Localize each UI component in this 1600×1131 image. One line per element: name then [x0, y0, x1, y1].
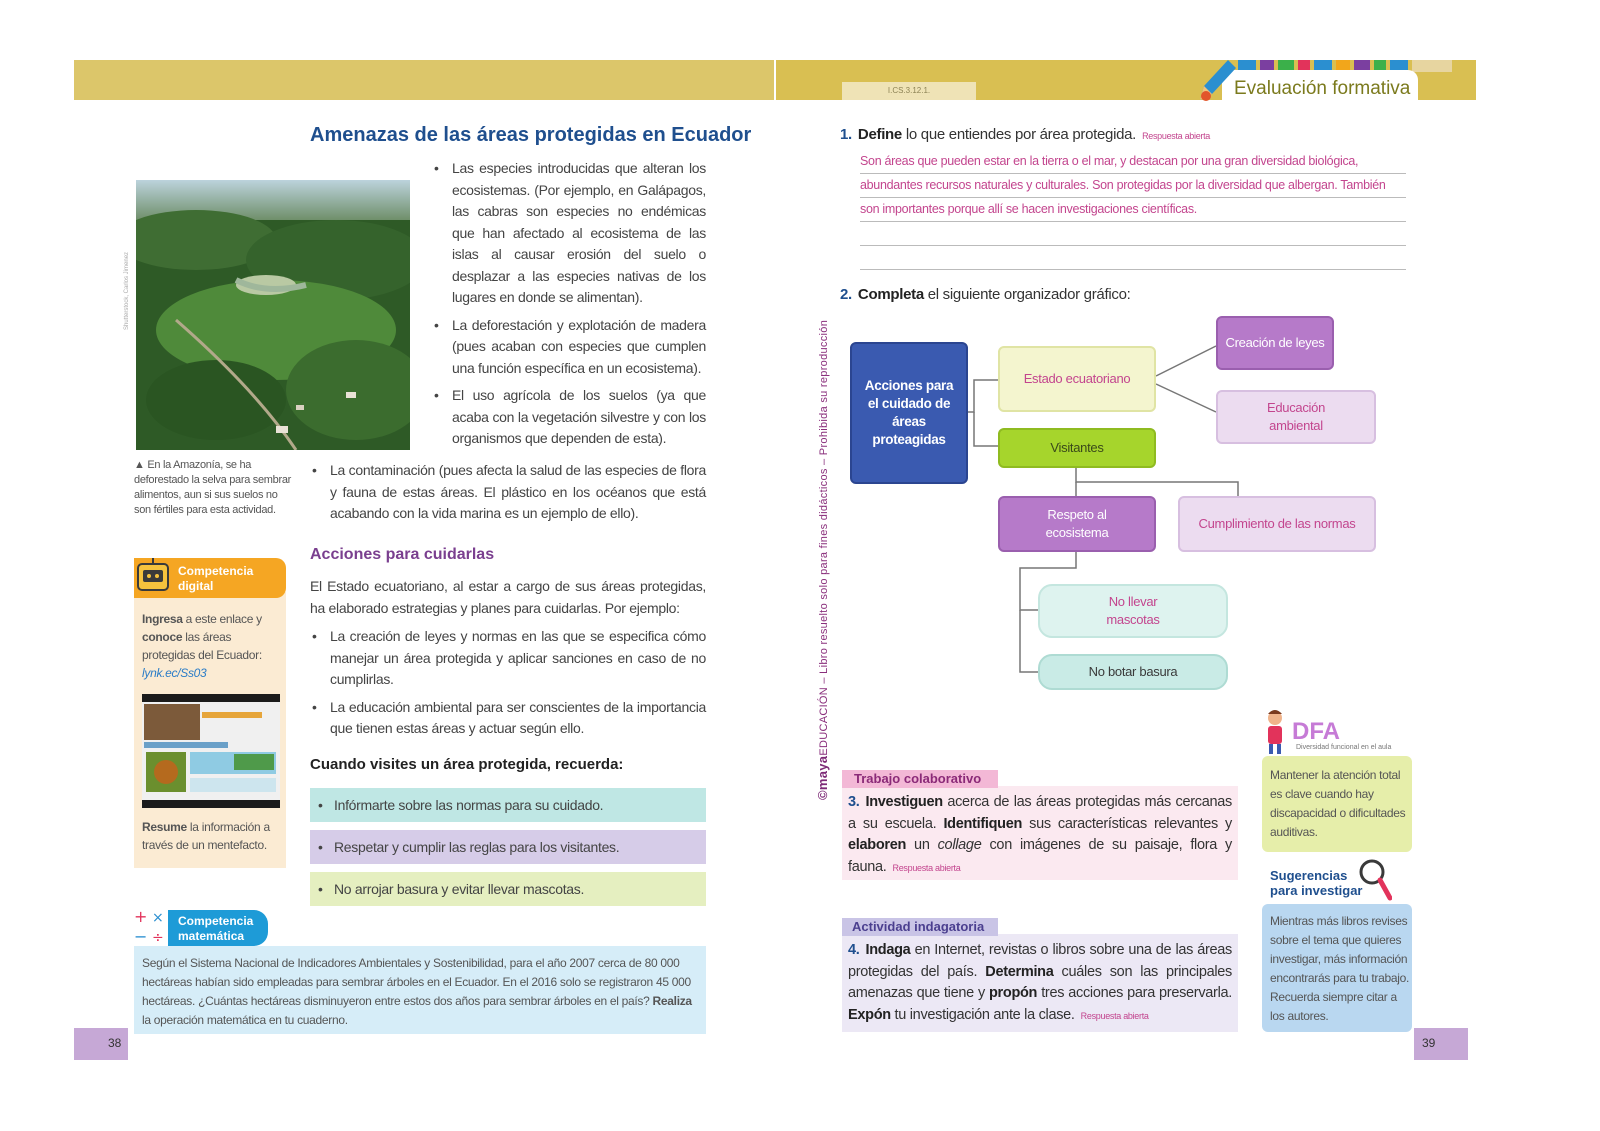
- node-label: Cumplimiento de las normas: [1198, 516, 1356, 531]
- organizer-node-respeto: [998, 496, 1156, 552]
- dfa-logo: DFA: [1292, 718, 1340, 745]
- question-3: [848, 792, 1232, 879]
- title-line: Competencia: [178, 914, 254, 928]
- question-text: acerca de las áreas protegidas más cercanas a su escuela.: [848, 794, 1232, 832]
- verb: Resume: [142, 820, 187, 834]
- organizer-node-basura: [1038, 654, 1228, 690]
- magnifier-icon: [1358, 858, 1392, 902]
- title-line: Sugerencias: [1270, 868, 1348, 883]
- website-thumbnail: [142, 694, 280, 808]
- list-item: • La educación ambiental para ser conscientes de la importancia que tienen estas áreas y actuar según ello.: [310, 697, 706, 740]
- actions-intro: El Estado ecuatoriano, al estar a cargo de sus áreas protegidas, ha elaborado estrategias y planes para cuidarlas. Por ejemplo:: [310, 578, 706, 616]
- verb: Identifiquen: [943, 815, 1023, 832]
- list-item: • El uso agrícola de los suelos (ya que acaba con la vegetación silvestre y con los organismos que dependen de esta).: [432, 385, 706, 450]
- question-number: 3.: [848, 794, 860, 810]
- threats-list: [432, 158, 706, 456]
- pencil-icon: [1194, 56, 1238, 104]
- node-label: No botar basura: [1088, 664, 1178, 679]
- answer-line[interactable]: [860, 246, 1406, 270]
- question-text: collage: [937, 837, 982, 853]
- title-line: matemática: [178, 929, 245, 943]
- collaborative-work-label: Trabajo colaborativo: [854, 771, 982, 786]
- list-item: • La deforestación y explotación de madera (pues acaban con especies que cumplen una función específica en un ecosistema).: [432, 315, 706, 380]
- page-number-right: [1414, 1028, 1468, 1060]
- node-label: Acciones para el cuidado de áreas proteagidas: [864, 378, 954, 447]
- answer-line[interactable]: Son áreas que pueden estar en la tierra o el mar, y destacan por una gran diversidad biológica,: [860, 150, 1406, 174]
- title-line: Competencia: [178, 564, 254, 578]
- question-text: el siguiente organizador gráfico:: [923, 286, 1131, 303]
- remember-title: Cuando visites un área protegida, recuerda:: [310, 756, 624, 773]
- svg-text:×: ×: [152, 910, 164, 926]
- digital-link[interactable]: lynk.ec/Ss03: [142, 666, 207, 680]
- organizer-node-educacion: [1216, 390, 1376, 444]
- list-item: • La contaminación (pues afecta la salud de las especies de flora y fauna de estas áreas. El plástico en los océanos que está acabando con la vida marina es un ejemplo de ello).: [310, 460, 706, 525]
- text: la información a través de un mentefacto.: [142, 820, 270, 852]
- question-text: en Internet, revistas o libros sobre una de las áreas protegidas del país.: [848, 942, 1232, 980]
- verb: Determina: [985, 963, 1054, 980]
- question-number: 1.: [840, 126, 852, 143]
- node-label: Creación de leyes: [1225, 335, 1325, 350]
- curriculum-code: I.CS.3.12.1.: [842, 82, 976, 100]
- svg-text:÷: ÷: [152, 930, 164, 946]
- inquiry-activity-label: Actividad indagatoria: [852, 919, 985, 934]
- verb: Completa: [857, 286, 924, 303]
- question-text: tres acciones para preservarla.: [1037, 985, 1232, 1001]
- question-text: tu investigación ante la clase.: [890, 1006, 1075, 1023]
- organizer-node-mascotas: [1038, 584, 1228, 638]
- dfa-subtitle: Diversidad funcional en el aula: [1296, 744, 1392, 751]
- list-item: • La creación de leyes y normas en las que se especifica cómo manejar un área protegida y aplicar sanciones en caso de no cumplirlas.: [310, 626, 706, 691]
- math-competence-text: [142, 954, 702, 1030]
- node-label: Educación ambiental: [1266, 400, 1325, 433]
- question-text: un: [906, 837, 938, 853]
- verb: conoce: [142, 630, 183, 644]
- verb: propón: [988, 985, 1038, 1001]
- question-text: lo que entiendes por área protegida.: [901, 126, 1137, 143]
- verb: elaboren: [848, 837, 907, 853]
- remember-item: • Respetar y cumplir las reglas para los visitantes.: [310, 830, 706, 864]
- text: las áreas protegidas del Ecuador:: [142, 630, 262, 662]
- page-number: 39: [1422, 1036, 1436, 1050]
- evaluation-title: Evaluación formativa: [1234, 78, 1411, 99]
- svg-text:+: +: [134, 907, 148, 926]
- node-label: No llevar mascotas: [1106, 594, 1160, 627]
- verb: Expón: [848, 1006, 891, 1023]
- organizer-node-estado: [998, 346, 1156, 412]
- node-label: Visitantes: [1050, 440, 1104, 455]
- brand: ©maya: [815, 755, 830, 800]
- student-figure-icon: [1258, 708, 1292, 756]
- node-label: Estado ecuatoriano: [1023, 371, 1131, 386]
- actions-title: Acciones para cuidarlas: [310, 546, 495, 563]
- answer-line[interactable]: [860, 222, 1406, 246]
- verb: Realiza: [652, 994, 692, 1008]
- answer-line[interactable]: son importantes porque allí se hacen investigaciones científicas.: [860, 198, 1406, 222]
- answer-line[interactable]: abundantes recursos naturales y culturales. Son protegidas por la diversidad que albergan. También: [860, 174, 1406, 198]
- robot-icon: [134, 556, 174, 598]
- list-item: • Las especies introducidas que alteran los ecosistemas. (Por ejemplo, en Galápagos, las cabras son especies no endémicas que han afectado al ecosistema de las islas al causar erosión del suelo o desplazar a las especies nativas de los lugares en donde se alimentan).: [432, 158, 706, 309]
- remember-item: • No arrojar basura y evitar llevar mascotas.: [310, 872, 706, 906]
- question-number: 4.: [848, 942, 860, 958]
- question-number: 2.: [840, 286, 852, 303]
- verb: Ingresa: [142, 612, 183, 626]
- math-competence-title: [178, 914, 253, 944]
- question-text: sus características relevantes y: [1022, 815, 1232, 832]
- answer-note: Respuesta abierta: [892, 862, 961, 873]
- question-text: con imágenes de su paisaje, flora y fauna.: [848, 837, 1232, 875]
- threats-list-continued: [310, 460, 706, 531]
- organizer-root: [850, 342, 968, 484]
- text: a este enlace y: [182, 612, 262, 626]
- organizer-node-visitantes: [998, 428, 1156, 468]
- remember-item: • Infórmarte sobre las normas para su cuidado.: [310, 788, 706, 822]
- question-text: cuáles son las principales amenazas que tiene y: [848, 963, 1232, 1001]
- graphic-organizer: [850, 316, 1430, 716]
- verb: Indaga: [865, 942, 911, 958]
- math-operations-icon: [132, 906, 168, 946]
- photo-credit: Shutterstock, Carlos Jimenez: [124, 251, 130, 330]
- digital-competence-title: [178, 564, 253, 594]
- actions-list: [310, 626, 706, 746]
- amazon-photo: [136, 180, 410, 450]
- text: EDUCACIÓN – Libro resuelto solo para fines didácticos – Prohibida su reproducción: [818, 319, 830, 756]
- page-number-left: [74, 1028, 128, 1060]
- organizer-node-leyes: [1216, 316, 1334, 370]
- photo-caption: ▲ En la Amazonía, se ha deforestado la selva para sembrar alimentos, aun si sus suelos no son fértiles para esta actividad.: [134, 459, 292, 516]
- text: la operación matemática en tu cuaderno.: [142, 1013, 348, 1027]
- verb: Investiguen: [865, 794, 943, 810]
- question-1: [840, 126, 1210, 143]
- dfa-text: Mantener la atención total es clave cuando hay discapacidad o dificultades auditivas.: [1270, 768, 1406, 839]
- title-line: para investigar: [1270, 883, 1363, 898]
- node-label: Respeto al ecosistema: [1045, 507, 1109, 540]
- digital-competence-text: [142, 610, 282, 682]
- page-number: 38: [108, 1036, 122, 1050]
- verb: Define: [857, 126, 902, 143]
- text: Según el Sistema Nacional de Indicadores Ambientales y Sostenibilidad, para el año 2007 cerca de 80 000 hectáreas habían sido empleadas para sembrar árboles en el Ecuador. En el 2016 solo se registraron 45 000 hectáreas. ¿Cuántas hectáreas disminuyeron entre estos dos años para sembrar árboles en el país?: [142, 956, 691, 1008]
- title-line: digital: [178, 579, 214, 593]
- left-header-band: [74, 60, 774, 100]
- svg-text:−: −: [134, 927, 148, 946]
- organizer-node-cumplimiento: [1178, 496, 1376, 552]
- suggestions-title: [1270, 868, 1363, 898]
- section-title: Amenazas de las áreas protegidas en Ecuador: [310, 124, 752, 146]
- question-4: [848, 940, 1232, 1027]
- suggestions-text: Mientras más libros revises sobre el tema que quieres investigar, más información encontrarás para tu trabajo. Recuerda siempre citar a los autores.: [1270, 914, 1410, 1023]
- question-2: [840, 286, 1130, 303]
- copyright-side-text: [815, 320, 830, 800]
- digital-competence-summary: [142, 818, 282, 854]
- answer-note: Respuesta abierta: [1142, 131, 1211, 141]
- answer-note: Respuesta abierta: [1080, 1010, 1149, 1021]
